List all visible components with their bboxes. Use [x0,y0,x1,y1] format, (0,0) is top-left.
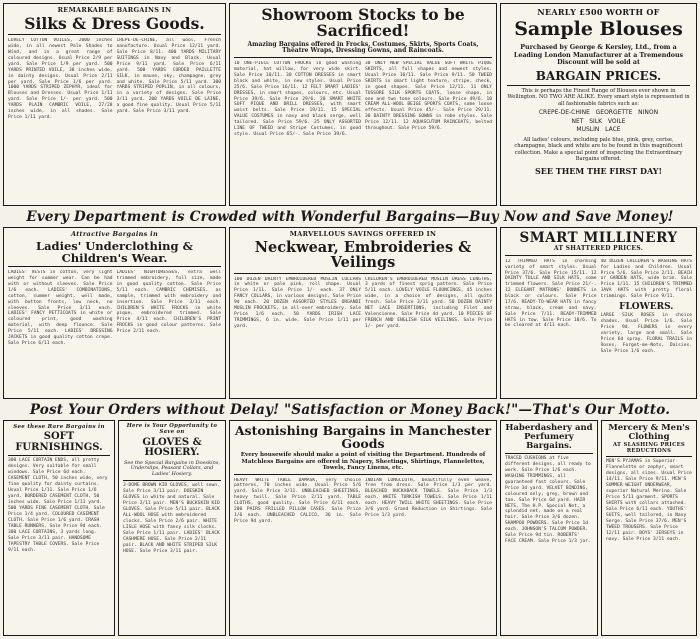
gloves-kicker: Here is Your Opportunity to Save on [126,423,218,435]
mercery-divider [606,456,692,457]
manchester-column-1: HEAVY WHITE TABLE DAMASK, very choice patterns, 70 inches wide. Usual Price 5/6 yard. Sale Price 3/11. UNBLEACHED SHEETINGS, heavy twill. Sale Price 2/11 yard. TABLE CLOTHS, good quality. Sale Price 6/11 each. 200 PAIRS FRILLED PILLOW CASES. Sale Price 1/6 each. UNBLEACHED CALICO, 36 in. Sale Price 9d yard. [234,477,361,524]
furnishings-title: SOFT FURNISHINGS. [15,431,103,453]
haberdashery-divider [505,453,593,454]
silks-title: Silks & Dress Goods. [24,14,205,34]
blouses-footer: All ladies' colours, including pale blue, pink, grey, cerise, champagne, black and white are to be found in this magnificent collection. Make a special point of inspecting the Extraordinary Bargains offered. [514,136,683,163]
fabric-item: NET [571,117,584,125]
flowers-title: FLOWERS. [619,301,674,312]
gloves-title: GLOVES & HOSIERY. [142,436,202,459]
showroom-stocks-section [229,3,497,206]
showroom-subtitle: Amazing Bargains offered in Frocks, Costumes, Skirts, Sports Coats, Theatre Wraps, Dressing Gowns, and Raincoats. [247,40,479,55]
neckwear-column-2: CHILDREN'S EMBROIDERED MUSLIN DRESS LENGTHS, 3 yards of finest sprig pattern. Sale Price 5/11 each. LOVELY VOILE FLOUNCINGS, 45 inches wide, in a choice of designs, all quite fresh. Sale Price 3/11 yard. 50 DOZEN DAINTY NET LACE INSERTIONS, including Filet and Valencienne. Sale Price 4d yard. 10 PIECES OF FRENCH AND ENGLISH SILK VEILINGS. Sale Price 1/- per yard. [365,276,492,329]
underclothing-title: Ladies' Underclothing & Children's Wear. [36,239,193,266]
gloves-divider [123,480,221,481]
mercery-subtitle: AT SLASHING PRICES [612,441,686,448]
neckwear-title: Neckwear, Embroideries & Veilings [254,239,472,272]
furnishings-column: 300 LACE CURTAIN ENDS, all pretty designs. Very suitable for small windows. Sale Price 6d each. CASEMENT CLOTH, 50 inches wide, very fine quality for dainty curtains. Usual Price 1/11. Sale Price 1/6 yard. BORDERED CASEMENT CLOTH, 50 inches wide. Sale Price 1/11 yard. 500 YARDS FINE CASEMENT CLOTH. Sale Price 1/4 yard. COLOURED CASEMENT CLOTH. Sale Price 1/6 yard. CRASH TABLE RUNNERS. Sale Price 9d each. 300 LACE CURTAINS, 3 yards long. Sale Price 3/11 pair. HANDSOME TAPESTRY TABLE COVERS. Sale Price 9/11 each. [8,458,108,553]
millinery-column-1: 12 TRIMMED HATS in charming variety of smart styles. Usual Price 37/6. Sale Price 15/11. 12 DAINTY TULLE AND SILK HATS, some trimmed flowers. Sale Price 21/-. 12 ELEGANT MATRONS' BONNETS in black or colours. Sale Price 17/6. READY-TO-WEAR HATS in fancy straw, black, cream and navy. Sale Price 7/11. READY-TRIMMED HATS in tow. Sale Price 10/6. To be cleared at 4/11 each. [505,258,597,329]
gloves-subtitle: See the Special Bargains in Doeskins, Underslips, Peasant Collars, and Ladies' Hosiery. [123,459,221,478]
fabric-item: MUSLIN [576,125,600,133]
silks-divider [8,34,221,35]
blouses-kicker: NEARLY £500 WORTH OF [537,7,660,17]
showroom-divider [234,57,492,58]
gloves-hosiery-section [118,420,226,636]
haberdashery-title: Haberdashery and Perfumery Bargains. [505,423,593,451]
silks-kicker: REMARKABLE BARGAINS IN [57,6,172,14]
sample-blouses-section [500,3,697,206]
fabric-item: SILK [589,117,603,125]
blouses-title: Sample Blouses [514,17,683,40]
blouses-price-label: BARGAIN PRICES. [535,69,662,84]
blouses-divider [507,85,690,86]
fabric-item: VOILE [607,117,626,125]
mercery-section [601,420,697,636]
underclothing-column-1: LADIES' VESTS in cotton, very light weight for summer wear. Can be had with or without sleeves. Sale Price 1/6 each. LADIES' COMBINATIONS, cotton, summer weight, well made, with button fronts, low neck, no sleeves. Sale Price 3/11 each. LADIES' FANCY PETTICOATS in white or coloured print, good washing material, with deep flounce. Sale Price 5/11 each. LADIES' DRESSING JACKETS in good quality cotton crepe. Sale Price 6/11 each. [8,270,113,346]
silks-column-1: LOVELY COTTON VOILES, 2000 inches wide, in all newest Pale Shades to Wind, and in a great range of coloured designs. Usual Price 2/9 per yard. Sale Price 1/9 per yard. 500 YARDS PRINTED VOILE, 38 inches wide, in dainty designs. Usual Price 2/11 per yard. Sale Price 1/6 per yard. 1000 YARDS STRIPED ZEPHYR, ideal for Blouses and Dresses. Usual Price 1/11 yard. Sale Price 1/- per yard. 500 YARDS PLAIN CAMBRIC VOILE, 27/28 inches wide, in all shades. Sale Price 1/11 yard. [8,38,113,120]
haberdashery-section [500,420,598,636]
mercery-column: MEN'S PYJAMAS in Superior Flannelette or zephyr, smart designs, all sizes. Usual Price 14/11. Sale Price 9/11. MEN'S SUMMER WEIGHT UNDERWEAR, superior Natural Merino. Sale Price 5/11 garment. SPORTS SHIRTS with collars attached. Sale Price 6/11 each. YOUTHS' SUITS, well tailored, in Navy Serge. Sale Price 37/6. MEN'S TWEED TROUSERS. Sale Price 12/11 pair. BOYS' JERSEYS in navy. Sale Price 3/11 each. [606,459,692,543]
fabric-item: NINON [638,109,659,117]
flowers-body: LARGE SILK ROSES in choice shades. Usual Price 1/6. Sale Price 9d. FLOWERS in every variety, large and small. Sale Price 6d spray. FLORAL TRAILS in Roses, Forget-me-Nots, Daisies. Sale Price 1/6 each. [600,313,692,354]
millinery-title: SMART MILLINERY [519,230,678,246]
mercery-reductions: REDUCTIONS [626,447,672,454]
millinery-column-2-wrapper [601,259,693,355]
fabric-item: CREPE-DE-CHINE [538,109,590,117]
gloves-column: 3-DOME BROWN KID GLOVES, well sewn. Sale Price 3/11 pair. DOESKIN GLOVES in white and natural. Sale Price 2/11 pair. MEN'S BUCKSKIN KID GLOVES. Sale Price 5/11 pair. BLACK ALL-WOOL HOSE with embroidered clocks. Sale Price 2/6 pair. WHITE LISLE HOSE with fancy silk clocks. Sale Price 1/11 pair. LADIES' BLACK CASHMERE HOSE. Sale Price 2/11 pair. BLACK AND WHITE STRIPED SILK HOSE. Sale Price 3/11 pair. [123,482,220,554]
neckwear-kicker: MARVELLOUS SAVINGS OFFERED IN [289,230,437,238]
millinery-subtitle: AT SHATTERED PRICES. [553,245,644,253]
haberdashery-column: TRACED CUSHIONS at five different designs, all ready to work. Sale Price 1/6 each. WASHING TRIMMINGS, all guaranteed fast colours. Sale Price 3d yard. VELVET BINDING, coloured only, grey, brown and tan. Sale Price 6d yard. HAIR NETS, The H.P. Special Net, a splendid net, made on a real hair. Sale Price 3/6 dozen. SHAMPOO POWDERS. Sale Price 1d each. JOHNSON'S TALCUM POWDER. Sale Price 9d tin. ROBERTS' FACE CREAM. Sale Price 1/3 jar. [505,455,591,545]
blouses-description: Purchased by George & Kersley, Ltd., from a Leading London Manufacturer at a Tremendous Discount will be sold at [513,43,684,67]
fabric-item: LACE [605,125,621,133]
manchester-goods-section [229,420,497,636]
manchester-column-2: INDIAN LONGCLOTH, beautifully even weave, free from dress. Sale Price 1/3 per yard. BLEACHED HUCKABACK TOWELS. Sale Price 1/3 each. WHITE TURKISH TOWELS. Sale Price 1/11 each. HEAVY TWILL WHITE SHEETINGS. Sale Price 3/6 yard. Grand Reduction in Shirtings. Sale Price 1/3 yard. [365,477,492,518]
soft-furnishings-section [3,420,115,636]
showroom-column-1: 10 ONE-PIECE COTTON FROCKS in good washing material, hat willow, for very wide skirt. Sale Price 10/11. 30 COTTON DRESSES in smart black and white, in new styles. Usual Price 25/6. Sale Price 16/11. 12 FELT SMART LADIES' DRESSES, in smart shapes, colours, etc. Usual Price 39/6. Sale Price 29/6. 20 SMART WHITE SOFT PIQUE AND DRILL DRESSES, with smart waist belts. Sale Price 19/11. 15 SPECIAL VALUE COSTUMES in navy and black serge, well tailored. Sale Price 59/6. 25 ONLY ASSORTED LINE OF TWEED and Stripe Costumes, in good style. Usual Price 65/-. Sale Price 39/6. [234,61,361,137]
furnishings-divider [8,455,110,456]
silks-dress-goods-section [3,3,226,206]
blouses-fabric-list [507,109,690,133]
millinery-divider [505,255,692,256]
blouses-cta: SEE THEM THE FIRST DAY! [535,165,662,176]
showroom-column-2: 30 ONLY NEW SPECIAL VALUE SOFT WHITE PIQUE SKIRTS, all full shapes and newest styles. Usual Price 16/11. Sale Price 9/11. 50 TWEED SKIRTS in smart light texture, stripe, check, in good shapes. Sale Price 12/11. 11 ONLY TUSSORE SILK SPORTS COATS, loose shape, in one and two tone colours. Sale Price 49/6. 10 CREAM ALL-WOOL BEIGE SPORTS COATS, some loose effects. Usual Price 45/-. Sale Price 29/11. 30 DAINTY DRESSING GOWNS in robe styles. Sale Price 12/11. 12 AQUASCUTUM RAINCOATS, belted throughout. Sale Price 59/6. [365,61,492,131]
banner-post-your-orders: Post Your Orders without Delay! "Satisfaction or Money Back!"—That's Our Motto. [29,402,671,418]
mercery-title: Mercery & Men's Clothing [608,423,690,442]
underclothing-column-2: LADIES' NIGHTDRESSES, extra well trimmed embroidery, full size, made in good quality cotton. Sale Price 5/11 each. CAMBRIC CHEMISES, as sample, trimmed with embroidery and insertion. Sale Price 3/11 each. CHILDREN'S WHITE FROCKS in white pique, embroidered trimmed. Sale Price 4/11 each. CHILDREN'S PRINT FROCKS in good colour patterns. Sale Price 2/11 each. [116,270,221,335]
underclothing-kicker: Attractive Bargains in [71,230,158,238]
silks-column-2: CREPE-DE-CHINE, all wool, French manufacture. Usual Price 12/11 yard. Sale Price 8/11. 400 YARDS MILITARY SUITINGS in Navy and Black. Usual Price 9/11 yard. Sale Price 6/11 yard. 500 YARDS CORDED PAILLETTE SILK, in mauve, sky, champagne, grey and white. Sale Price 5/11 yard. 300 YARDS STRIPED POPLIN, in all colours, in a variety of designs. Sale Price 3/11 yard. 200 YARDS VOILE DE LAINE, a good fine quality. Usual Price 5/11 yard. Sale Price 3/11 yard. [116,38,221,114]
newspaper-advertisement-page [3,3,697,636]
neckwear-divider [234,273,492,274]
neckwear-column-1: 100 DOZEN DAINTY EMBROIDERED MUSLIN COLLARS in white or pale pink, roll shape. Usual Price 1/11. Sale Price 1/- each. 37 ONLY FANCY COLLARS, in various designs. Sale Price 9d each. 20 DOZEN ASSORTED STYLES ORGANDI MUSLIN FROCKETS, in all-over embroidery. Sale Price 1/6 each. 50 YARDS IRISH LACE TRIMMINGS, 6 in. wide. Sale Price 1/11 per yard. [234,276,361,329]
showroom-title: Showroom Stocks to be Sacrificed! [261,5,465,41]
underclothing-section [3,227,226,399]
furnishings-kicker: See these Rare Bargains in [13,424,105,430]
millinery-section [500,227,697,399]
millinery-column-2: 40 DOZEN CHILDREN'S WASHING HATS for Ladies and Children. Usual Price 5/6. Sale Price 2/11. BEACH or GARDEN HATS, wide brim. Sale Price 1/11. 15 CHILDREN'S TRIMMED JAVA HATS with pretty floral trimmings. Sale Price 9/11. [600,258,692,300]
neckwear-section [229,227,497,399]
banner-every-department: Every Department is Crowded with Wonderful Bargains—Buy Now and Save Money! [26,209,674,225]
manchester-title: Astonishing Bargains in Manchester Goods [234,423,492,452]
fabric-item: GEORGETTE [595,109,633,117]
blouses-body: This is perhaps the Finest Range of Blouses ever shown in Wellington. NO TWO ARE ALIKE. Every smart style is represented in all fashionable fabrics such as: [507,87,690,107]
manchester-divider [234,474,492,475]
underclothing-divider [8,266,221,267]
manchester-subtitle: Every housewife should make a point of visiting the Department. Hundreds of Matchless Bargains are offered in Napery, Sheetings, Shirtings, Flannelettes, Towels, Fancy Linens, etc. [240,452,486,472]
